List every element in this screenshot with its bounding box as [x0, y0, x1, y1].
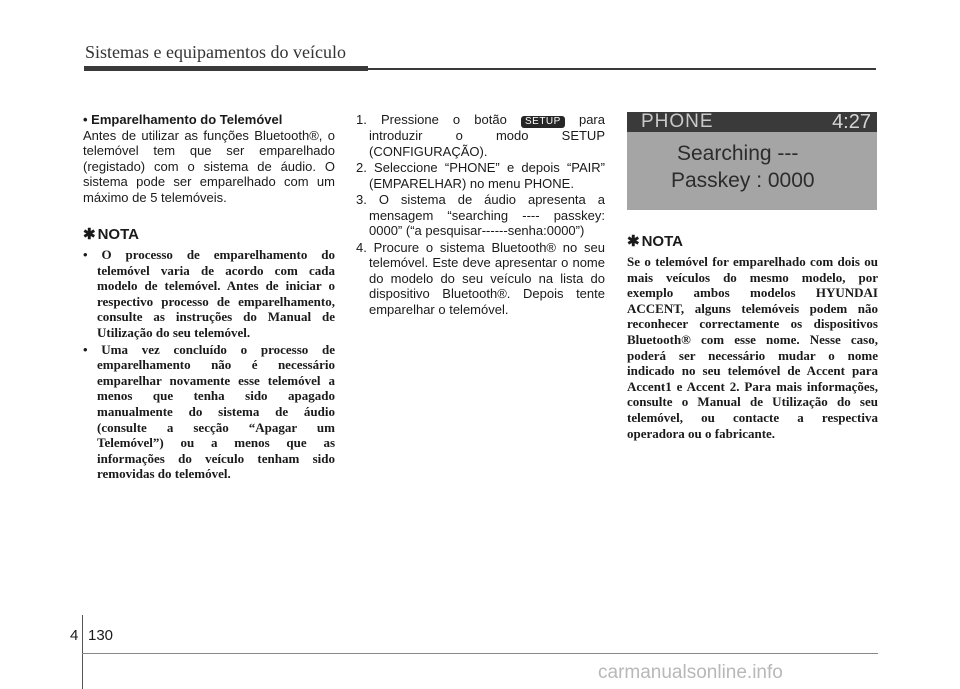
header-rule-thin: [368, 68, 876, 70]
cross-star-icon: ✱: [627, 233, 640, 250]
display-mode-label: PHONE: [641, 111, 714, 132]
setup-key-icon: SETUP: [521, 116, 565, 128]
display-searching-text: Searching ---: [677, 142, 799, 165]
display-passkey-text: Passkey : 0000: [671, 169, 815, 192]
header-rule-thick: [84, 66, 368, 71]
column-middle: [356, 112, 605, 318]
steps-list: [356, 112, 605, 317]
page-number: 130: [88, 627, 114, 644]
audio-display-image: [627, 112, 877, 210]
step-text: 1. Pressione o botão: [356, 112, 521, 127]
intro-paragraph: Antes de utilizar as funções Bluetooth®, o telemóvel tem que ser emparelhado (registado) com o sistema de áudio. O sistema pode ser emparelhado com um máximo de 5 telemóveis.: [83, 127, 335, 205]
column-right: [627, 112, 878, 441]
section-heading: • Emparelhamento do Telemóvel: [83, 112, 283, 127]
step-text: para introduzir o modo SETUP (CONFIGURAÇÃO).: [369, 112, 605, 159]
chapter-number: 4: [70, 627, 79, 644]
nota-heading: [83, 225, 335, 243]
column-left: [83, 112, 335, 483]
step-item: 2. Seleccione “PHONE” e depois “PAIR” (EMPARELHAR) no menu PHONE.: [356, 160, 605, 191]
display-clock: 4:27: [832, 111, 871, 133]
nota-item: • O processo de emparelhamento do telemóvel varia de acordo com cada modelo de telemóvel. Antes de iniciar o respectivo processo de emparelhamento, consulte as instruções do Manual de Utilização do seu telemóvel.: [83, 247, 335, 340]
nota-paragraph: Se o telemóvel for emparelhado com dois ou mais veículos do mesmo modelo, por exemplo ambos modelos HYUNDAI ACCENT, alguns telemóveis podem não reconhecer correctamente os dispositivos Bluetooth® com esse nome. Nesse caso, poderá ser necessário mudar o nome indicado no seu telemóvel de Accent para Accent1 e Accent 2. Para mais informações, consulte o Manual de Utilização do seu telemóvel, ou contacte a respectiva operadora ou o fabricante.: [627, 254, 878, 441]
nota-label: NOTA: [97, 226, 139, 243]
watermark: carmanualsonline.info: [598, 662, 783, 683]
cross-star-icon: ✱: [83, 226, 96, 243]
step-item: 3. O sistema de áudio apresenta a mensagem “searching ---- passkey: 0000” (“a pesquisar------senha:0000”): [356, 192, 605, 238]
page-header-title: Sistemas e equipamentos do veículo: [85, 42, 346, 62]
nota-heading: [627, 232, 878, 250]
step-item: 4. Procure o sistema Bluetooth® no seu telemóvel. Este deve apresentar o nome do modelo do seu veículo na lista do dispositivo Bluetooth®. Depois tente emparelhar o telemóvel.: [356, 239, 605, 317]
step-item: [356, 112, 605, 159]
footer-horizontal-rule: [82, 653, 878, 654]
nota-item: • Uma vez concluído o processo de emparelhamento não é necessário emparelhar novamente esse telemóvel a menos que tenha sido apagado manualmente do sistema de áudio (consulte a secção “Apagar um Telemóvel”) ou a menos que as informações do veículo tenham sido removidas do telemóvel.: [83, 341, 335, 482]
nota-list: [83, 247, 335, 482]
nota-label: NOTA: [641, 233, 683, 250]
footer-vertical-rule: [82, 615, 83, 689]
